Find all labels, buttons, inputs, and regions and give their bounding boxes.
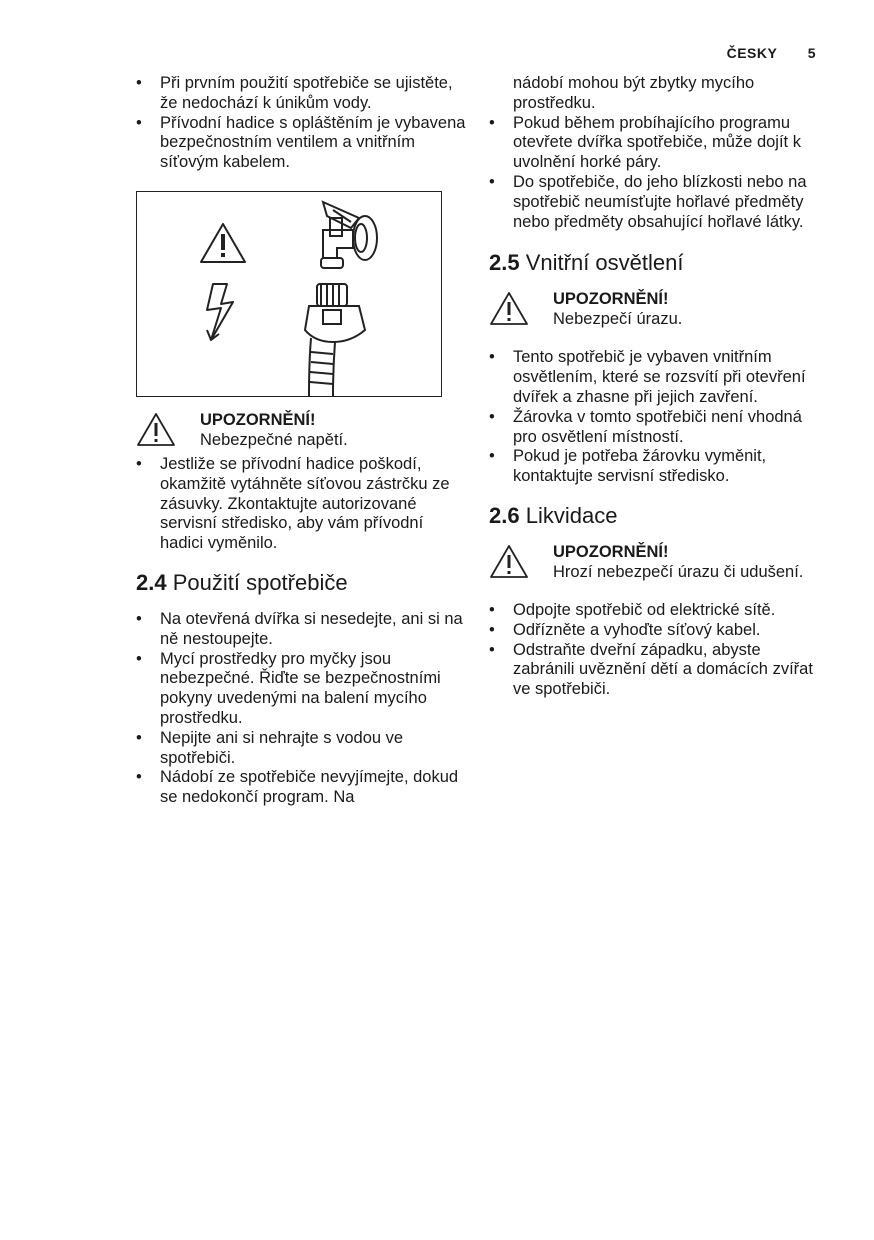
left-bullet-list-after-warning — [136, 455, 466, 554]
list-item: • Při prvním použití spotřebiče se ujistěte, že nedochází k únikům vody. — [136, 74, 466, 114]
safety-valve-hose-icon — [305, 284, 365, 396]
warning-block-lighting — [489, 290, 821, 334]
section-number: 2.6 — [489, 502, 520, 528]
language-label: ČESKY — [726, 45, 778, 61]
section-title: Použití spotřebiče — [172, 569, 348, 595]
page-number: 5 — [807, 45, 816, 61]
left-column — [136, 74, 466, 808]
lighting-bullet-list — [489, 348, 821, 487]
warning-triangle-icon — [136, 411, 176, 447]
section-number: 2.5 — [489, 250, 520, 276]
list-item: • Odřízněte a vyhoďte síťový kabel. — [489, 621, 821, 641]
page-header — [727, 45, 816, 61]
list-item: • Do spotřebiče, do jeho blízkosti nebo na spotřebič neumísťujte hořlavé předměty nebo předměty obsahující hořlavé látky. — [489, 173, 821, 232]
list-item: • Pokud je potřeba žárovku vyměnit, kontaktujte servisní středisko. — [489, 447, 821, 487]
section-title: Vnitřní osvětlení — [525, 250, 684, 276]
hose-safety-illustration — [136, 191, 442, 397]
warning-text: Hrozí nebezpečí úrazu či udušení. — [553, 562, 804, 581]
list-item: • Mycí prostředky pro myčky jsou nebezpečné. Řiďte se bezpečnostními pokyny uvedenými na balení mycího prostředku. — [136, 650, 466, 729]
warning-block-disposal — [489, 543, 821, 587]
section-heading-disposal — [489, 503, 821, 529]
warning-triangle-icon — [489, 543, 529, 579]
list-item: • Odstraňte dveřní západku, abyste zabránili uvěznění dětí a domácích zvířat ve spotřebiči. — [489, 641, 821, 700]
lightning-icon — [207, 284, 233, 340]
usage-bullet-list — [136, 610, 466, 808]
left-bullet-list-top — [136, 74, 466, 173]
warning-triangle-icon — [201, 224, 245, 262]
list-item: • Na otevřená dvířka si nesedejte, ani si na ně nestoupejte. — [136, 610, 466, 650]
water-tap-icon — [321, 202, 377, 268]
list-item: • Přívodní hadice s opláštěním je vybavena bezpečnostním ventilem a vnitřním síťovým kabelem. — [136, 114, 466, 173]
disposal-bullet-list — [489, 601, 821, 700]
list-item: • Nepijte ani si nehrajte s vodou ve spotřebiči. — [136, 729, 466, 769]
continued-text: nádobí mohou být zbytky mycího prostředku. — [513, 74, 755, 112]
warning-text: Nebezpečí úrazu. — [553, 310, 683, 329]
list-item: • Jestliže se přívodní hadice poškodí, okamžitě vytáhněte síťovou zástrčku ze zásuvky. Zkontaktujte autorizované servisní středisko, aby vám přívodní hadici vyměnilo. — [136, 455, 466, 554]
warning-block-voltage — [136, 411, 466, 455]
list-item: • Žárovka v tomto spotřebiči není vhodná pro osvětlení místností. — [489, 408, 821, 448]
list-item: • Nádobí ze spotřebiče nevyjímejte, dokud se nedokončí program. Na — [136, 768, 466, 808]
warning-triangle-icon — [489, 290, 529, 326]
warning-title: UPOZORNĚNÍ! — [553, 290, 669, 309]
right-bullet-list-top — [489, 114, 821, 233]
section-heading-usage — [136, 570, 466, 596]
list-item: • Tento spotřebič je vybaven vnitřním osvětlením, které se rozsvítí při otevření dvířek a zhasne při jejich zavření. — [489, 348, 821, 407]
warning-title: UPOZORNĚNÍ! — [200, 410, 316, 429]
warning-text: Nebezpečné napětí. — [200, 430, 348, 449]
list-item: • Odpojte spotřebič od elektrické sítě. — [489, 601, 821, 621]
section-number: 2.4 — [136, 569, 167, 595]
warning-title: UPOZORNĚNÍ! — [553, 542, 669, 561]
section-heading-lighting — [489, 250, 821, 276]
list-item: • Pokud během probíhajícího programu otevřete dvířka spotřebiče, může dojít k uvolnění horké páry. — [489, 114, 821, 173]
section-title: Likvidace — [525, 502, 618, 528]
right-column — [489, 74, 821, 700]
